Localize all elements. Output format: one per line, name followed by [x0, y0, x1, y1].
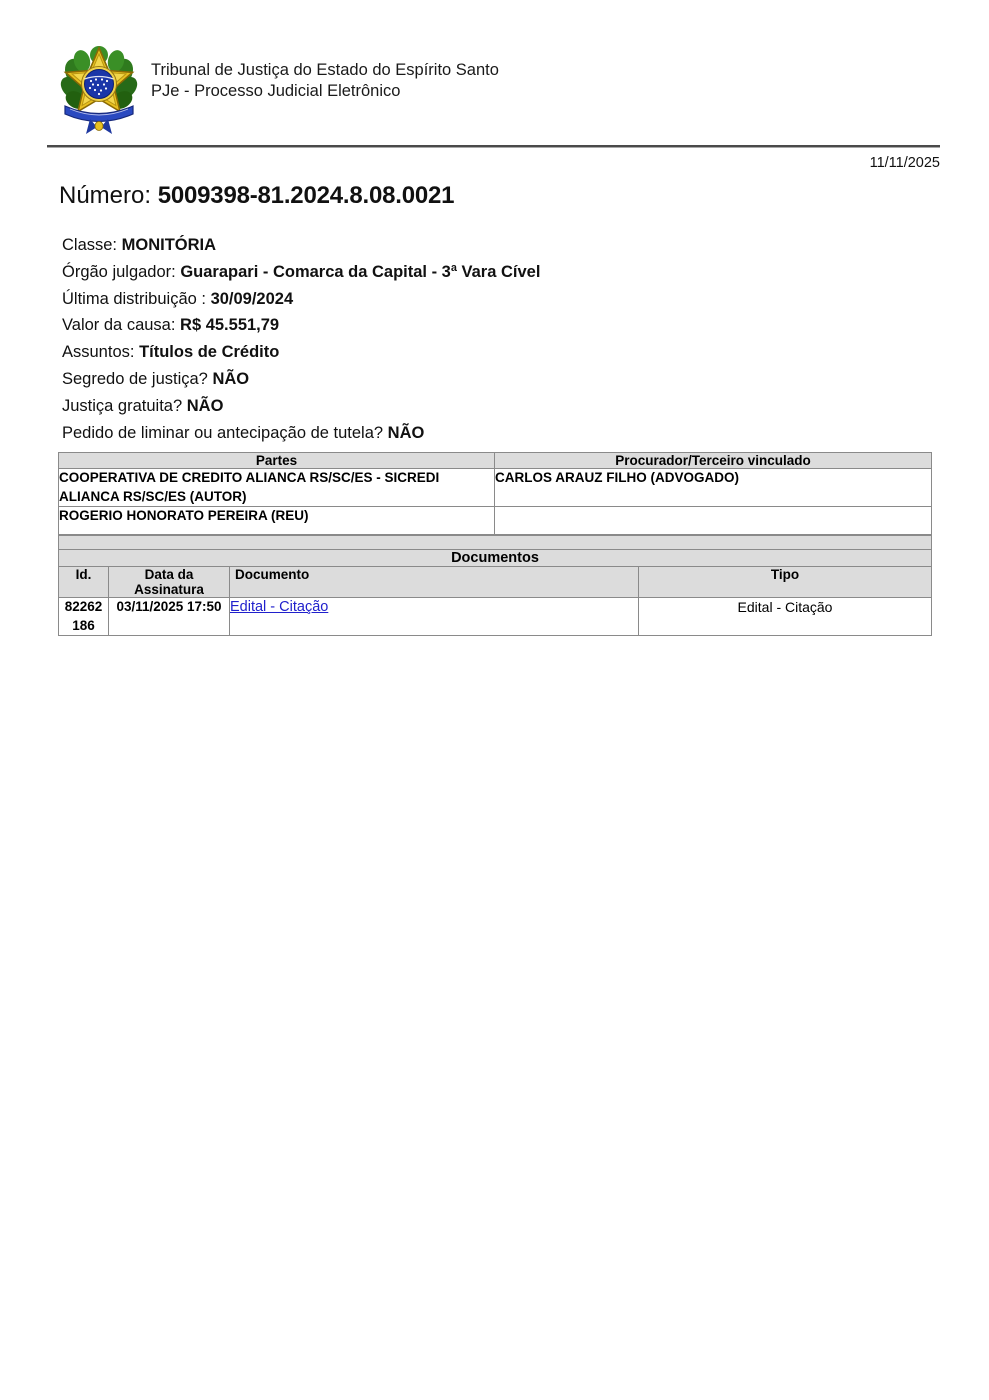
court-name: Tribunal de Justiça do Estado do Espírito Santo — [151, 61, 499, 79]
system-name: PJe - Processo Judicial Eletrônico — [151, 82, 401, 101]
meta-value: MONITÓRIA — [121, 236, 217, 254]
id-column-header: Id. — [59, 567, 109, 598]
documento-column-header: Documento — [230, 567, 639, 598]
parte-autor-name: COOPERATIVA DE CREDITO ALIANCA RS/SC/ES - SICREDI ALIANCA RS/SC/ES (AUTOR) — [59, 469, 495, 507]
procurador-column-header: Procurador/Terceiro vinculado — [495, 453, 932, 469]
meta-label: Órgão julgador: — [62, 262, 176, 281]
parte-reu-procurador — [495, 507, 932, 535]
process-metadata — [62, 232, 942, 446]
documentos-section-title-row — [59, 550, 932, 567]
process-number-label: Número: — [59, 182, 152, 209]
document-header — [47, 40, 940, 140]
meta-label: Assuntos: — [62, 343, 135, 362]
meta-value: 30/09/2024 — [210, 289, 294, 308]
header-title-block — [151, 40, 499, 103]
print-date: 11/11/2025 — [869, 155, 940, 171]
documentos-header-row — [59, 567, 932, 598]
partes-table — [58, 452, 932, 535]
partes-column-header: Partes — [59, 453, 495, 469]
parte-reu-name: ROGERIO HONORATO PEREIRA (REU) — [59, 507, 495, 535]
meta-value: Guarapari - Comarca da Capital - 3ª Vara Cível — [180, 262, 541, 281]
documento-tipo: Edital - Citação — [639, 598, 932, 636]
meta-value: R$ 45.551,79 — [180, 316, 280, 335]
meta-row-pedido-liminar — [62, 420, 942, 447]
meta-label: Justiça gratuita? — [62, 396, 183, 415]
data-assinatura-column-header: Data da Assinatura — [109, 567, 230, 598]
meta-value: NÃO — [212, 369, 250, 388]
brazil-coat-of-arms-icon — [60, 43, 138, 135]
meta-row-ultima-distribuicao — [62, 286, 942, 313]
meta-row-valor-da-causa — [62, 312, 942, 339]
meta-value: Títulos de Crédito — [139, 343, 280, 362]
header-divider — [47, 145, 940, 148]
process-number-value: 5009398-81.2024.8.08.0021 — [157, 182, 455, 209]
tipo-column-header: Tipo — [639, 567, 932, 598]
partes-header-row — [59, 453, 932, 469]
meta-label: Classe: — [62, 236, 118, 254]
documentos-table — [58, 535, 932, 636]
meta-row-segredo-de-justica — [62, 366, 942, 393]
meta-label: Valor da causa: — [62, 316, 176, 335]
process-number-line — [59, 182, 454, 210]
documento-name-cell — [230, 598, 639, 636]
documento-data-assinatura: 03/11/2025 17:50 — [109, 598, 230, 636]
documentos-section-title: Documentos — [59, 550, 932, 567]
table-row — [59, 469, 932, 507]
meta-row-assuntos — [62, 339, 942, 366]
table-row — [59, 598, 932, 636]
documento-id: 82262186 — [59, 598, 109, 636]
meta-value: NÃO — [387, 423, 425, 442]
meta-row-justica-gratuita — [62, 393, 942, 420]
meta-label: Última distribuição : — [62, 289, 206, 308]
meta-row-classe — [62, 232, 942, 259]
meta-row-orgao-julgador — [62, 259, 942, 286]
documento-link[interactable]: Edital - Citação — [230, 599, 329, 615]
documentos-spacer-row — [59, 536, 932, 550]
tables-container — [58, 452, 931, 636]
emblem-container — [47, 40, 151, 135]
table-row — [59, 507, 932, 535]
parte-autor-procurador: CARLOS ARAUZ FILHO (ADVOGADO) — [495, 469, 932, 507]
meta-value: NÃO — [186, 396, 224, 415]
meta-label: Pedido de liminar ou antecipação de tutela? — [62, 423, 384, 442]
meta-label: Segredo de justiça? — [62, 369, 208, 388]
